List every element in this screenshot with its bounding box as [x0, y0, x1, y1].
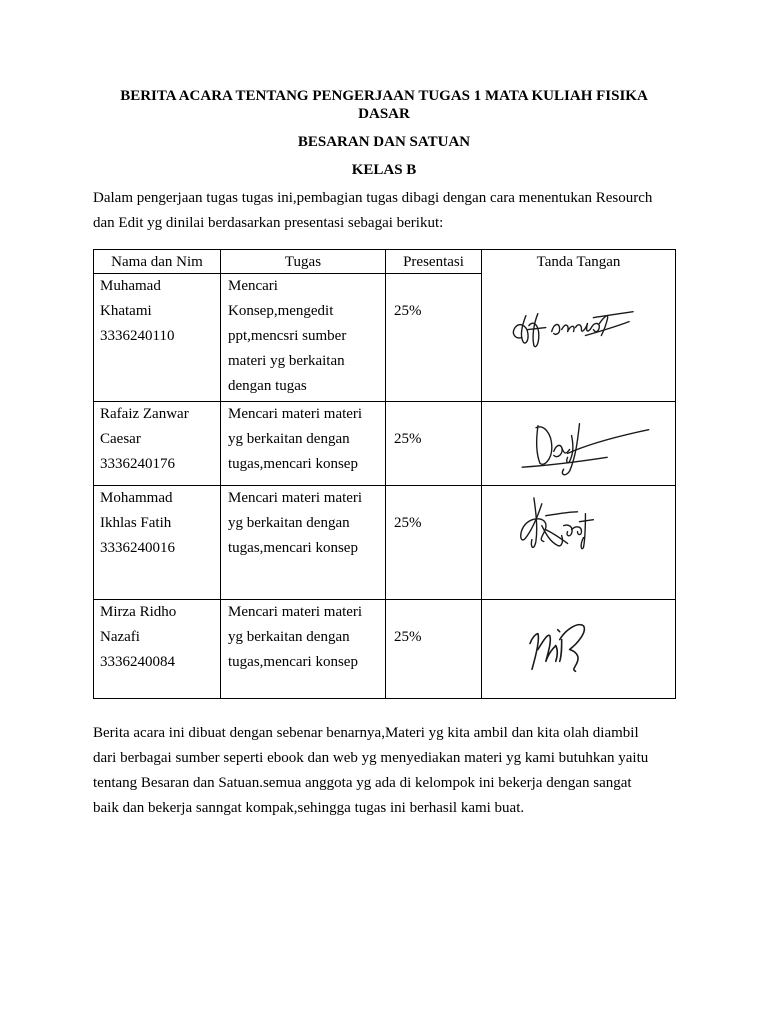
name-line: Mohammad — [100, 490, 173, 506]
header-signature: Tanda Tangan — [482, 250, 676, 274]
task-table — [93, 249, 676, 699]
task-cell — [221, 402, 386, 486]
nim-line: 3336240084 — [100, 654, 175, 670]
closing-paragraph — [93, 721, 683, 821]
task-cell — [221, 600, 386, 699]
closing-line: Berita acara ini dibuat dengan sebenar benarnya,Materi yg kita ambil dan kita olah diambil — [93, 725, 639, 741]
name-line: Khatami — [100, 303, 152, 319]
name-cell — [94, 600, 221, 699]
header-task: Tugas — [221, 250, 386, 274]
signature-cell — [482, 402, 676, 486]
task-cell — [221, 274, 386, 402]
signature-cell — [482, 600, 676, 699]
signature-cell — [482, 274, 676, 402]
header-percentage: Presentasi — [386, 250, 482, 274]
table-row — [94, 600, 676, 699]
task-line: materi yg berkaitan — [228, 353, 345, 369]
name-line: Rafaiz Zanwar — [100, 406, 189, 422]
percentage-cell: 25% — [386, 600, 482, 699]
task-cell — [221, 486, 386, 600]
table-row — [94, 486, 676, 600]
name-line: Caesar — [100, 431, 141, 447]
table-header-row — [94, 250, 676, 274]
table-row — [94, 402, 676, 486]
task-line: Mencari materi materi — [228, 406, 363, 422]
signature-mirza-image — [482, 600, 675, 698]
name-line: Mirza Ridho — [100, 604, 177, 620]
task-line: Mencari materi materi — [228, 604, 363, 620]
name-cell — [94, 402, 221, 486]
signature-rafaiz-image — [482, 402, 675, 485]
task-line: yg berkaitan dengan — [228, 629, 350, 645]
task-line: Konsep,mengedit — [228, 303, 334, 319]
closing-line: tentang Besaran dan Satuan.semua anggota yg ada di kelompok ini bekerja dengan sangat — [93, 775, 632, 791]
task-line: Mencari materi materi — [228, 490, 363, 506]
task-line: tugas,mencari konsep — [228, 654, 358, 670]
table-row — [94, 274, 676, 402]
task-line: dengan tugas — [228, 378, 307, 394]
task-line: tugas,mencari konsep — [228, 540, 358, 556]
task-line: ppt,mencsri sumber — [228, 328, 347, 344]
nim-line: 3336240016 — [100, 540, 175, 556]
header-name-nim: Nama dan Nim — [94, 250, 221, 274]
task-line: yg berkaitan dengan — [228, 431, 350, 447]
intro-line: dan Edit yg dinilai berdasarkan presentasi sebagai berikut: — [93, 215, 444, 231]
document-subtitle: BESARAN DAN SATUAN — [297, 134, 471, 150]
task-line: yg berkaitan dengan — [228, 515, 350, 531]
percentage-cell: 25% — [386, 402, 482, 486]
name-line: Muhamad — [100, 278, 161, 294]
document-title: BERITA ACARA TENTANG PENGERJAAN TUGAS 1 MATA KULIAH FISIKA DASAR — [120, 88, 648, 122]
task-line: Mencari — [228, 278, 278, 294]
intro-line: Dalam pengerjaan tugas tugas ini,pembagian tugas dibagi dengan cara menentukan Resourch — [93, 190, 653, 206]
name-line: Ikhlas Fatih — [100, 515, 172, 531]
name-line: Nazafi — [100, 629, 140, 645]
class-label: KELAS B — [351, 162, 417, 178]
signature-khatami-image — [482, 274, 675, 401]
name-cell — [94, 486, 221, 600]
percentage-cell: 25% — [386, 486, 482, 600]
name-cell — [94, 274, 221, 402]
signature-cell — [482, 486, 676, 600]
intro-paragraph — [93, 186, 683, 236]
percentage-cell: 25% — [386, 274, 482, 402]
nim-line: 3336240176 — [100, 456, 175, 472]
nim-line: 3336240110 — [100, 328, 175, 344]
closing-line: baik dan bekerja sanngat kompak,sehingga tugas ini berhasil kami buat. — [93, 800, 525, 816]
task-line: tugas,mencari konsep — [228, 456, 358, 472]
closing-line: dari berbagai sumber seperti ebook dan web yg menyediakan materi yg kami butuhkan yaitu — [93, 750, 649, 766]
signature-ikhlas-image — [482, 486, 675, 599]
